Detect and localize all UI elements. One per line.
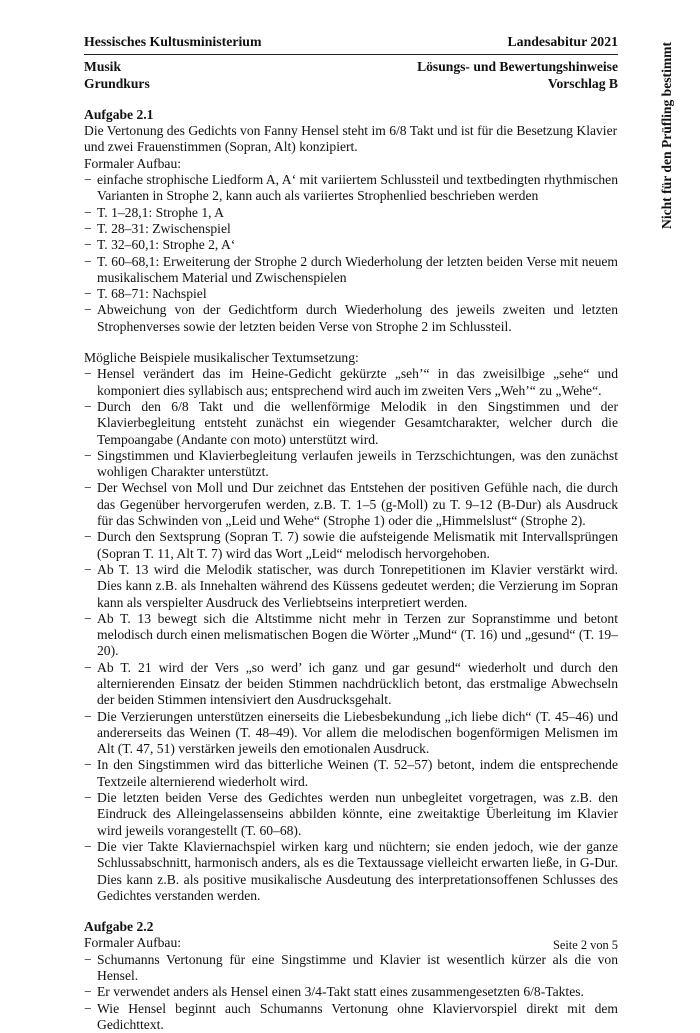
list-item: − Die letzten beiden Verse des Gedichtes werden nun unbegleitet vorgetragen, was z.B. den Eindruck des Alleingelassenseins abbilden könnte, eine zweitaktige Überleitung im Klavier wird jeweils vorangestellt (T. 60–68). <box>84 790 618 839</box>
list-item: − Durch den 6/8 Takt und die wellenförmige Melodik in den Singstimmen und der Klavierbegleitung entsteht zunächst ein wiegender Gesamtcharakter, welcher durch die Tempoangabe (Andante con moto) unterstützt wird. <box>84 399 618 448</box>
list-item: − Hensel verändert das im Heine-Gedicht gekürzte „seh’“ in das zweisilbige „sehe“ und komponiert dies syllabisch aus; entsprechend wird auch im zweiten Vers „Weh’“ zu „Wehe“. <box>84 366 618 399</box>
list-item: − Ab T. 13 bewegt sich die Altstimme nicht mehr in Terzen zur Sopranstimme und betont melodisch durch einen melismatischen Bogen die Wörter „Mund“ (T. 16) und „gesund“ (T. 19–20). <box>84 611 618 660</box>
document-header <box>84 34 618 50</box>
list-item: − Durch den Sextsprung (Sopran T. 7) sowie die aufsteigende Melismatik mit Intervallsprüngen (Sopran T. 11, Alt T. 7) wird das Wort „Leid“ melodisch hervorgehoben. <box>84 529 618 562</box>
task-2-2-formal-label: Formaler Aufbau: <box>84 935 182 951</box>
formal-structure-list <box>84 172 618 335</box>
list-item: − Schumanns Vertonung für eine Singstimme und Klavier ist wesentlich kürzer als die von Hensel. <box>84 952 618 985</box>
formal-structure-label: Formaler Aufbau: <box>84 155 182 171</box>
task-2-2-list <box>84 952 618 1033</box>
list-item: − Wie Hensel beginnt auch Schumanns Vertonung ohne Klaviervorspiel direkt mit dem Gedichttext. <box>84 1001 618 1033</box>
course-row <box>84 76 618 92</box>
list-item: − T. 32–60,1: Strophe 2, A‘ <box>84 237 618 253</box>
list-item: − Singstimmen und Klavierbegleitung verlaufen jeweils in Terzschichtungen, was den zunächst wohligen Charakter unterstützt. <box>84 448 618 481</box>
document-page <box>84 34 618 1033</box>
list-item: − Die vier Takte Klaviernachspiel wirken karg und nüchtern; sie enden jedoch, wie der ganze Schlussabschnitt, harmonisch anders, als es die Textaussage vielleicht erwarten ließe, in G-Dur. Dies kann z.B. als positive musikalische Ausdeutung des interpretationsoffenen Schlusses des Gedichtes verstanden werden. <box>84 839 618 904</box>
list-item: − T. 28–31: Zwischenspiel <box>84 221 618 237</box>
exam-name: Landesabitur 2021 <box>507 34 618 49</box>
list-item: − T. 1–28,1: Strophe 1, A <box>84 205 618 221</box>
examples-list <box>84 366 618 904</box>
list-item: − Der Wechsel von Moll und Dur zeichnet das Entstehen der positiven Gefühle nach, die durch das Gegenüber hervorgerufen werden, z.B. T. 1–5 (g-Moll) zu T. 9–12 (B-Dur) als Ausdruck für das Schwinden von „Leid und Wehe“ (Strophe 1) oder die „Himmelslust“ (Strophe 2). <box>84 480 618 529</box>
institution-name: Hessisches Kultusministerium <box>84 34 262 49</box>
course: Grundkurs <box>84 75 150 91</box>
examples-label: Mögliche Beispiele musikalischer Textumsetzung: <box>84 350 359 366</box>
list-item: − T. 60–68,1: Erweiterung der Strophe 2 durch Wiederholung der letzten beiden Verse mit neuem musikalischem Material und Zwischenspielen <box>84 254 618 287</box>
subject: Musik <box>84 59 122 75</box>
task-2-1-intro: Die Vertonung des Gedichts von Fanny Hensel steht im 6/8 Takt und ist für die Besetzung Klavier und zwei Frauenstimmen (Sopran, Alt) konzipiert. <box>84 123 618 155</box>
list-item: − Ab T. 13 wird die Melodik statischer, was durch Tonrepetitionen im Klavier verstärkt wird. Dies kann z.B. als Innehalten während des Küssens gedeutet werden; die Verzierung im Sopran kann als verspielter Ausdruck des Verliebtseins interpretiert werden. <box>84 562 618 611</box>
list-item: − einfache strophische Liedform A, A‘ mit variiertem Schlussteil und textbedingten rhythmischen Varianten in Strophe 2, kann auch als variiertes Strophenlied beschrieben werden <box>84 172 618 205</box>
list-item: − T. 68–71: Nachspiel <box>84 286 618 302</box>
not-for-examinee-note: Nicht für den Prüfling bestimmt <box>658 41 674 229</box>
list-item: − Er verwendet anders als Hensel einen 3/4-Takt statt eines zusammengesetzten 6/8-Taktes. <box>84 984 618 1000</box>
page-number: Seite 2 von 5 <box>552 938 618 952</box>
list-item: − In den Singstimmen wird das bitterliche Weinen (T. 52–57) betont, indem die entsprechende Textzeile alternierend wiederholt wird. <box>84 757 618 790</box>
list-item: − Abweichung von der Gedichtform durch Wiederholung des jeweils zweiten und letzten Strophenverses sowie der letzten beiden Verse von Strophe 2 im Schlussteil. <box>84 302 618 335</box>
proposal: Vorschlag B <box>547 75 618 91</box>
subject-row <box>84 59 618 75</box>
list-item: − Die Verzierungen unterstützen einerseits die Liebesbekundung „ich liebe dich“ (T. 45–46) und andererseits das Weinen (T. 48–49). Vor allem die melodischen bogenförmigen Melismen im Alt (T. 47, 51) verstärken jeweils den emotionalen Ausdruck. <box>84 709 618 758</box>
header-rule <box>84 54 618 55</box>
doc-type: Lösungs- und Bewertungshinweise <box>417 59 618 75</box>
task-2-1-title: Aufgabe 2.1 <box>84 106 154 122</box>
task-2-2-title: Aufgabe 2.2 <box>84 919 154 935</box>
list-item: − Ab T. 21 wird der Vers „so werd’ ich ganz und gar gesund“ wiederholt und durch den alternierenden Einsatz der beiden Stimmen nachdrücklich betont, das erstmalige Abwechseln der beiden Stimmen intensiviert den Ausdrucksgehalt. <box>84 660 618 709</box>
